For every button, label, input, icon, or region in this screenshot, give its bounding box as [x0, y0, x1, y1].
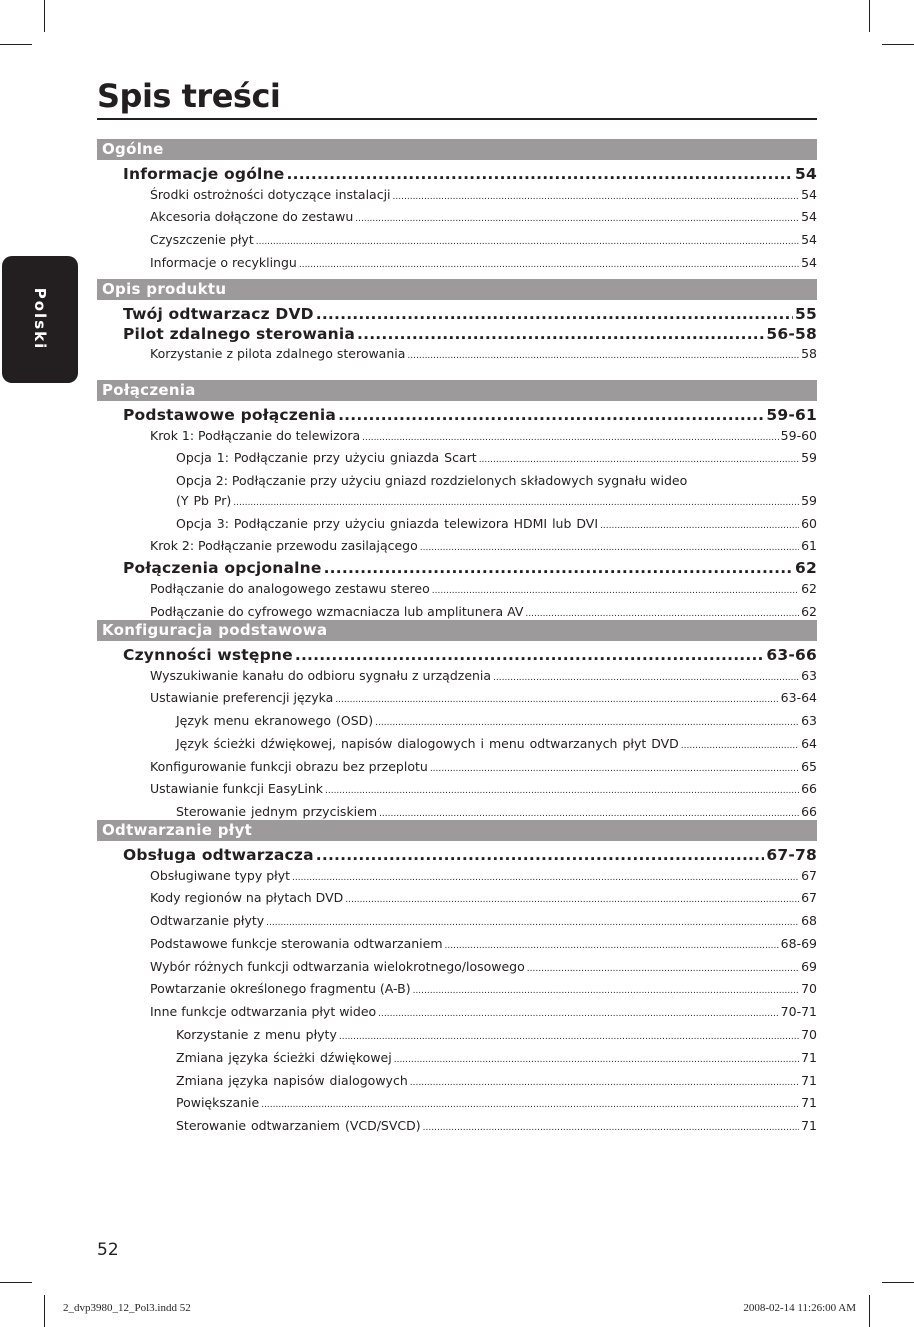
toc-entry[interactable]: Informacje o recyklingu ..... 54 [97, 253, 817, 276]
crop-mark [869, 1295, 870, 1327]
toc-entry[interactable]: Inne funkcje odtwarzania płyt wideo ..... 70-71 [97, 1002, 817, 1025]
toc-entry[interactable]: Ustawianie preferencji języka ..... 63-64 [97, 688, 817, 711]
toc-section-connections [97, 380, 817, 624]
toc-entry[interactable]: Kody regionów na płytach DVD ..... 67 [97, 888, 817, 911]
toc-entry[interactable]: Pilot zdalnego sterowania ..... 56-58 [97, 325, 817, 345]
crop-mark [44, 0, 45, 32]
crop-mark [44, 1295, 45, 1327]
crop-mark [882, 1282, 914, 1283]
toc-entry[interactable]: Krok 2: Podłączanie przewodu zasilającego ..... 61 [97, 536, 817, 559]
toc-entry[interactable]: Opcja 1: Podłączanie przy użyciu gniazda Scart ..... 59 [97, 448, 817, 471]
toc-entry[interactable]: Sterowanie odtwarzaniem (VCD/SVCD) ..... 71 [97, 1116, 817, 1139]
page-number: 52 [97, 1240, 119, 1260]
crop-mark [0, 44, 32, 45]
toc-entry[interactable]: Obsługa odtwarzacza ..... 67-78 [97, 846, 817, 866]
crop-mark [882, 44, 914, 45]
toc-entry[interactable]: Czyszczenie płyt ..... 54 [97, 230, 817, 253]
toc-entry[interactable]: Podstawowe połączenia ..... 59-61 [97, 406, 817, 426]
toc-entry[interactable]: (Y Pb Pr) ..... 59 [97, 491, 817, 514]
toc-entry[interactable]: Zmiana języka napisów dialogowych ..... 71 [97, 1071, 817, 1094]
toc-entry[interactable]: Powtarzanie określonego fragmentu (A-B) ..... 70 [97, 979, 817, 1002]
toc-entry[interactable]: Wybór różnych funkcji odtwarzania wielokrotnego/losowego ..... 69 [97, 957, 817, 980]
print-slug-file: 2_dvp3980_12_Pol3.indd 52 [63, 1302, 191, 1314]
toc-entry[interactable]: Podłączanie do cyfrowego wzmacniacza lub amplitunera AV ..... 62 [97, 602, 817, 625]
toc-entry[interactable]: Zmiana języka ścieżki dźwiękowej ..... 71 [97, 1048, 817, 1071]
toc-entry[interactable]: Opcja 3: Podłączanie przy użyciu gniazda telewizora HDMI lub DVI ..... 60 [97, 514, 817, 537]
toc-entry[interactable]: Czynności wstępne ..... 63-66 [97, 646, 817, 666]
section-heading: Konfiguracja podstawowa [97, 620, 817, 641]
toc-entry[interactable]: Podłączanie do analogowego zestawu stereo ..... 62 [97, 579, 817, 602]
toc-section-setup [97, 620, 817, 825]
toc-entry[interactable]: Ustawianie funkcji EasyLink ..... 66 [97, 779, 817, 802]
toc-section-playback [97, 820, 817, 1139]
section-heading: Ogólne [97, 139, 817, 160]
print-slug-date: 2008-02-14 11:26:00 AM [743, 1302, 856, 1314]
toc-entry[interactable]: Krok 1: Podłączanie do telewizora ..... 59-60 [97, 426, 817, 449]
toc-section-general [97, 139, 817, 276]
toc-entry[interactable]: Korzystanie z pilota zdalnego sterowania ..... 58 [97, 344, 817, 367]
toc-entry[interactable]: Informacje ogólne ..... 54 [97, 165, 817, 185]
toc-entry[interactable]: Korzystanie z menu płyty ..... 70 [97, 1025, 817, 1048]
toc-entry[interactable]: Podstawowe funkcje sterowania odtwarzaniem ..... 68-69 [97, 934, 817, 957]
toc-entry[interactable]: Akcesoria dołączone do zestawu ..... 54 [97, 207, 817, 230]
toc-entry[interactable]: Twój odtwarzacz DVD ..... 55 [97, 305, 817, 325]
toc-entry[interactable]: Sterowanie jednym przyciskiem ..... 66 [97, 802, 817, 825]
language-tab-label: Polski [31, 287, 49, 351]
toc-entry[interactable]: Powiększanie ..... 71 [97, 1093, 817, 1116]
section-heading: Połączenia [97, 380, 817, 401]
toc-entry[interactable]: Język menu ekranowego (OSD) ..... 63 [97, 711, 817, 734]
toc-entry[interactable]: Odtwarzanie płyty ..... 68 [97, 911, 817, 934]
toc-entry-line1[interactable]: Opcja 2: Podłączanie przy użyciu gniazd rozdzielonych składowych sygnału wideo [176, 473, 688, 489]
toc-entry[interactable]: Język ścieżki dźwiękowej, napisów dialogowych i menu odtwarzanych płyt DVD ..... 64 [97, 734, 817, 757]
crop-mark [0, 1282, 32, 1283]
toc-entry[interactable]: Wyszukiwanie kanału do odbioru sygnału z urządzenia ..... 63 [97, 666, 817, 689]
crop-mark [869, 0, 870, 32]
language-tab [2, 256, 78, 383]
section-heading: Odtwarzanie płyt [97, 820, 817, 841]
section-heading: Opis produktu [97, 279, 817, 300]
toc-entry[interactable]: Środki ostrożności dotyczące instalacji ..... 54 [97, 185, 817, 208]
toc-entry[interactable]: Konfigurowanie funkcji obrazu bez przeplotu ..... 65 [97, 757, 817, 780]
toc-entry[interactable]: Obsługiwane typy płyt ..... 67 [97, 866, 817, 889]
title-rule [97, 118, 817, 120]
toc-section-product [97, 279, 817, 367]
page-title: Spis treści [97, 77, 281, 115]
toc-entry[interactable]: Połączenia opcjonalne ..... 62 [97, 559, 817, 579]
